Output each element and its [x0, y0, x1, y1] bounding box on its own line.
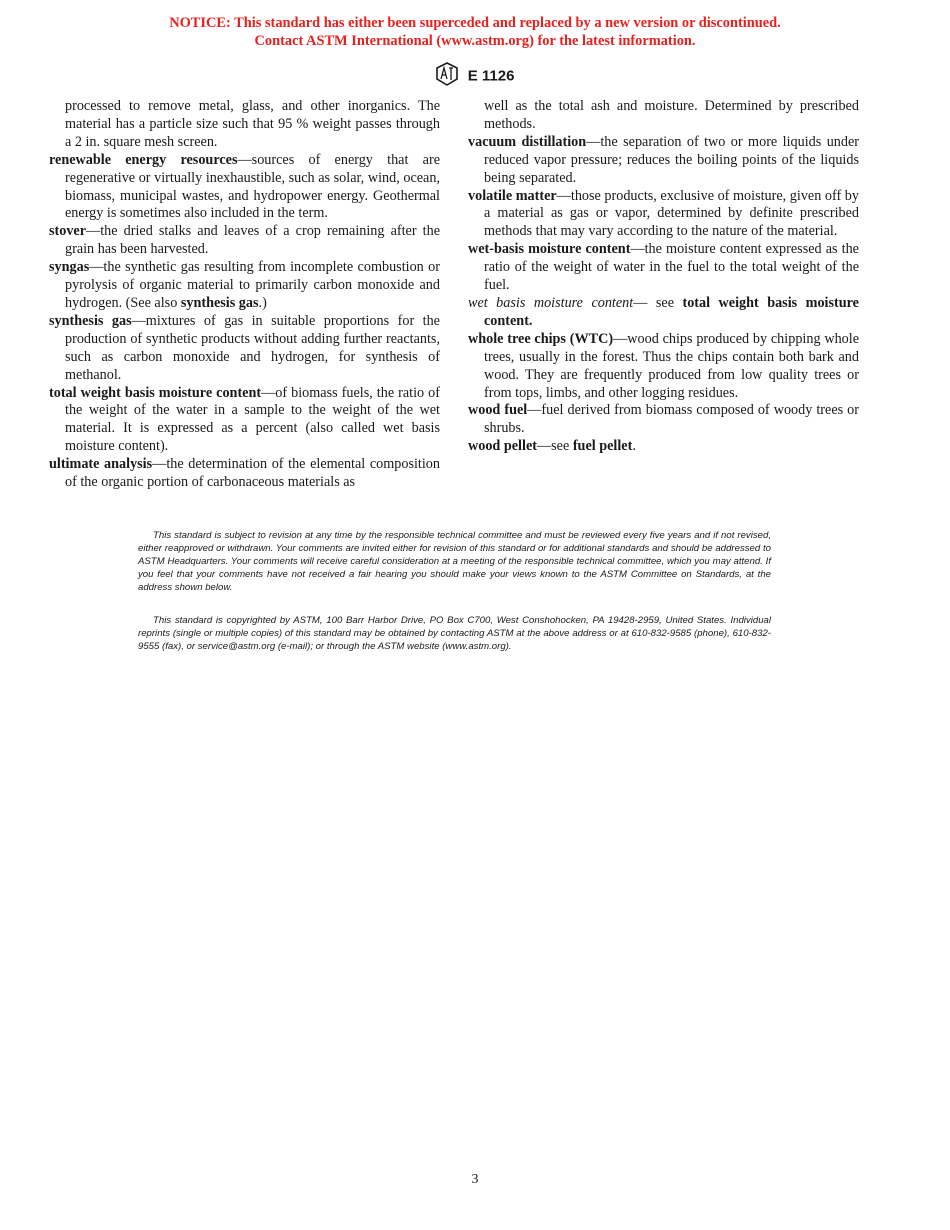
left-column — [49, 98, 440, 492]
term: volatile matter — [468, 187, 557, 204]
definition-entry — [468, 295, 859, 331]
definition: —fuel derived from biomass composed of woody trees or shrubs. — [484, 402, 860, 437]
definition-entry — [49, 313, 440, 385]
term: synthesis gas — [49, 312, 132, 329]
term: syngas — [49, 259, 90, 276]
cross-reference: fuel pellet — [572, 438, 633, 455]
term: ultimate analysis — [49, 456, 153, 473]
term: wet-basis moisture content — [468, 241, 631, 258]
right-column — [468, 98, 859, 456]
definition-entry — [49, 456, 440, 492]
definition: —the synthetic gas resulting from incomplete combustion or pyrolysis of organic material to primarily carbon monoxide and hydrogen. (See also — [65, 259, 440, 311]
notice-line-2: Contact ASTM International (www.astm.org) for the latest information. — [254, 33, 696, 49]
astm-logo-icon — [436, 62, 458, 90]
standard-designation: E 1126 — [467, 67, 515, 85]
definition: —the moisture content expressed as the ratio of the weight of water in the fuel to the total weight of the fuel. — [484, 241, 859, 294]
document-header — [0, 62, 950, 90]
definition-entry — [49, 259, 440, 313]
continuation-text: processed to remove metal, glass, and other inorganics. The material has a particle size such that 95 % weight passes through a 2 in. square mesh screen. — [65, 98, 440, 150]
term: renewable energy resources — [49, 151, 238, 168]
copyright-footnote — [138, 615, 771, 654]
definition-entry — [468, 438, 859, 456]
cross-reference: synthesis gas — [180, 294, 259, 311]
revision-footnote — [138, 530, 771, 595]
definition-entry — [49, 385, 440, 457]
definition: —mixtures of gas in suitable proportions for the production of synthetic products without adding further reactants, such as carbon monoxide and hydrogen, for synthesis of methanol. — [65, 312, 440, 383]
term-italic: wet basis moisture content — [468, 294, 634, 311]
definition: —see — [536, 438, 573, 455]
continuation-text: well as the total ash and moisture. Determined by prescribed methods. — [484, 98, 859, 132]
definition-entry — [468, 331, 859, 403]
definition-entry — [468, 188, 859, 242]
copyright-note: This standard is copyrighted by ASTM, 100 Barr Harbor Drive, PO Box C700, West Conshohocken, PA 19428-2959, United States. Individual reprints (single or multiple copies) of this standard may be obtained by contacting ASTM at the above address or at 610-832-9585 (phone), 610-832-9555 (fax), or service@astm.org (e-mail); or through the ASTM website (www.astm.org). — [138, 615, 771, 652]
notice-line-1: NOTICE: This standard has either been superceded and replaced by a new version or discontinued. — [169, 15, 781, 31]
definition: —the determination of the elemental composition of the organic portion of carbonaceous materials as — [65, 456, 440, 491]
definition: —sources of energy that are regenerative or virtually inexhaustible, such as solar, wind, ocean, biomass, municipal wastes, and hydropower energy. Geothermal energy is sometimes also included in the term. — [65, 151, 440, 222]
notice-banner — [0, 14, 950, 50]
definition-entry — [468, 402, 859, 438]
definition: —of biomass fuels, the ratio of the weight of the water in a sample to the weight of the wet material. It is expressed as a percent (also called wet basis moisture content). — [65, 384, 440, 455]
term: vacuum distillation — [468, 133, 587, 150]
term: whole tree chips (WTC) — [468, 330, 614, 347]
term: stover — [49, 223, 87, 240]
definition: —the separation of two or more liquids under reduced vapor pressure; reduces the boiling points of the liquids being separated. — [484, 133, 860, 186]
term: wood pellet — [468, 438, 537, 455]
definition: —wood chips produced by chipping whole trees, usually in the forest. Thus the chips contain both bark and wood. They are frequently produced from low quality trees or from tops, limbs, and other logging residues. — [484, 330, 859, 401]
definition: —those products, exclusive of moisture, given off by a material as gas or vapor, determined by definite prescribed methods that may vary according to the nature of the material. — [484, 187, 859, 240]
revision-note: This standard is subject to revision at any time by the responsible technical committee and must be reviewed every five years and if not revised, either reapproved or withdrawn. Your comments are invited either for revision of this standard or for additional standards and should be addressed to ASTM Headquarters. Your comments will receive careful consideration at a meeting of the responsible technical committee, which you may attend. If you feel that your comments have not received a fair hearing you should make your views known to the ASTM Committee on Standards, at the address shown below. — [138, 530, 771, 593]
definition-tail: .) — [258, 294, 267, 311]
definition-entry — [468, 134, 859, 188]
term: wood fuel — [468, 402, 528, 419]
page-number: 3 — [471, 1172, 479, 1187]
definition: —the dried stalks and leaves of a crop remaining after the grain has been harvested. — [65, 223, 440, 258]
definition-entry — [49, 223, 440, 259]
definition-entry — [468, 241, 859, 295]
cross-reference: total weight basis moisture content. — [484, 294, 859, 329]
definition-tail: . — [632, 438, 636, 455]
definition: — see — [633, 294, 683, 311]
definition-entry — [49, 152, 440, 224]
term: total weight basis moisture content — [49, 384, 262, 401]
